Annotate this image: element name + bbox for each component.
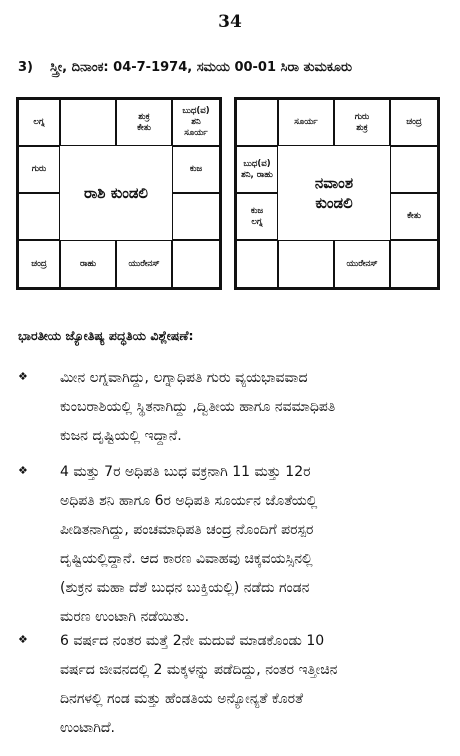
bullet-text-line: (ಶುಕ್ರನ ಮಹಾ ದೆಶೆ ಬುಧನ ಬುಕ್ತಿಯಲ್ಲಿ) ನಡೆದು ಗಂಡನ [60, 580, 310, 596]
planet-label: ಶುಕ್ರ [138, 111, 150, 122]
chart-house-r2c3 [390, 193, 438, 240]
chart-center-title [60, 146, 172, 240]
chart-house-r3c3 [172, 240, 220, 288]
diamond-bullet-icon: ❖ [18, 370, 28, 383]
planet-label: ಸೂರ್ಯ [294, 117, 318, 127]
chart-house-r3c0 [18, 240, 60, 288]
planet-label: ಗುರು [31, 164, 47, 174]
heading-text: ಸ್ತ್ರೀ, ದಿನಾಂಕ: 04-7-1974, ಸಮಯ 00-01 ಸಿರಾ ತುಮಕೂರು [50, 60, 352, 75]
planet-label: ಯುರೇನಸ್ [128, 258, 160, 269]
bullet-text-line: ಅಧಿಪತಿ ಶನಿ ಹಾಗೂ 6ರ ಅಧಿಪತಿ ಸೂರ್ಯನ ಜೊತೆಯಲ್ಲಿ [60, 493, 318, 509]
chart-house-r0c3 [172, 99, 220, 146]
navamsha-kundali-chart [234, 97, 440, 290]
planet-label: ಚಂದ್ರ [31, 258, 47, 269]
bullet-text-line: ದಿನಗಳಲ್ಲಿ ಗಂಡ ಮತ್ತು ಹೆಂಡತಿಯ ಅನ್ಯೋನ್ಯತೆ ಕೊರತೆ [60, 691, 304, 707]
chart-house-r3c0 [236, 240, 278, 288]
planet-label: ಕುಜ [189, 164, 203, 174]
bullet-text-line: ಮರಣ ಉಂಟಾಗಿ ನಡೆಯಿತು. [60, 609, 190, 625]
bullet-text-line: 4 ಮತ್ತು 7ರ ಅಧಿಪತಿ ಬುಧ ವಕ್ರನಾಗಿ 11 ಮತ್ತು 12ರ [60, 464, 311, 480]
planet-label: ಚಂದ್ರ [406, 117, 422, 127]
chart-house-r3c3 [390, 240, 438, 288]
chart-house-r1c0 [236, 146, 278, 193]
planet-label: ಗುರು [354, 111, 370, 122]
chart-house-r0c2 [116, 99, 172, 146]
planet-label: ಸೂರ್ಯ [184, 128, 208, 138]
chart-house-r3c2 [116, 240, 172, 288]
planet-label: ಶನಿ, ರಾಹು [241, 169, 273, 180]
planet-label: ಕೇತು [137, 122, 151, 133]
chart-house-r1c0 [18, 146, 60, 193]
page-number: 34 [218, 12, 242, 32]
chart-house-r3c2 [334, 240, 390, 288]
planet-label: ಯುರೇನಸ್ [346, 258, 378, 269]
rashi-kundali-chart [16, 97, 222, 290]
chart-house-r2c0 [236, 193, 278, 240]
planet-label: ಶನಿ [191, 117, 201, 127]
chart-title-line: ನವಾಂಶ [314, 174, 354, 192]
chart-house-r0c0 [236, 99, 278, 146]
planet-label: ಬುಧ(ವ) [243, 158, 271, 169]
planet-label: ಕುಜ [250, 205, 264, 216]
bullet-text-line: ಪೀಡಿತನಾಗಿದ್ದು, ಪಂಚಮಾಧಿಪತಿ ಚಂದ್ರ ನೊಂದಿಗೆ ಪರಸ್ಪರ [60, 522, 314, 538]
bullet-text-line: ವರ್ಷದ ಜೀವನದಲ್ಲಿ 2 ಮಕ್ಕಳನ್ನು ಪಡೆದಿದ್ದು, ನಂತರ ಇತ್ತೀಚಿನ [60, 662, 338, 678]
chart-house-r2c3 [172, 193, 220, 240]
heading-number: 3) [18, 60, 33, 75]
chart-house-r1c3 [172, 146, 220, 193]
diamond-bullet-icon: ❖ [18, 464, 28, 477]
bullet-text-line: ಕುಜನ ದೃಷ್ಟಿಯಲ್ಲಿ ಇದ್ದಾನೆ. [60, 428, 182, 444]
chart-house-r1c3 [390, 146, 438, 193]
bullet-text-line: ಮೀನ ಲಗ್ನವಾಗಿದ್ದು, ಲಗ್ನಾಧಿಪತಿ ಗುರು ವ್ಯಯಭಾವವಾದ [60, 370, 308, 386]
bullet-text-line: ಕುಂಬರಾಶಿಯಲ್ಲಿ ಸ್ಥಿತನಾಗಿದ್ದು ,ದ್ವಿತೀಯ ಹಾಗೂ ನವಮಾಧಿಪತಿ [60, 399, 336, 415]
bullet-text-line: ಉಂಟಾಗಿದೆ. [60, 720, 115, 736]
chart-title-line: ಕುಂಡಲಿ [315, 194, 353, 212]
chart-house-r3c1 [278, 240, 334, 288]
chart-house-r0c2 [334, 99, 390, 146]
planet-label: ಲಗ್ನ [33, 117, 45, 127]
chart-house-r0c1 [278, 99, 334, 146]
planet-label: ರಾಹು [79, 258, 97, 269]
diamond-bullet-icon: ❖ [18, 633, 28, 646]
planet-label: ಶುಕ್ರ [356, 122, 368, 133]
chart-house-r0c1 [60, 99, 116, 146]
chart-house-r0c0 [18, 99, 60, 146]
chart-house-r2c0 [18, 193, 60, 240]
chart-heading [18, 60, 448, 75]
analysis-subheading: ಭಾರತೀಯ ಜ್ಯೋತಿಷ್ಯ ಪದ್ಧತಿಯ ವಿಶ್ಲೇಷಣೆ: [18, 328, 194, 343]
chart-house-r0c3 [390, 99, 438, 146]
planet-label: ಲಗ್ನ [251, 216, 263, 227]
bullet-text-line: ದೃಷ್ಟಿಯಲ್ಲಿದ್ದಾನೆ. ಆದ ಕಾರಣ ವಿವಾಹವು ಚಿಕ್ಕವಯಸ್ಸಿನಲ್ಲಿ [60, 551, 313, 567]
chart-title-line: ರಾಶಿ ಕುಂಡಲಿ [84, 184, 148, 202]
planet-label: ಕೇತು [407, 211, 421, 221]
planet-label: ಬುಧ(ವ) [182, 106, 210, 116]
chart-house-r3c1 [60, 240, 116, 288]
bullet-text-line: 6 ವರ್ಷದ ನಂತರ ಮತ್ತೆ 2ನೇ ಮದುವೆ ಮಾಡಕೊಂಡು 10 [60, 633, 325, 649]
chart-center-title [278, 146, 390, 240]
